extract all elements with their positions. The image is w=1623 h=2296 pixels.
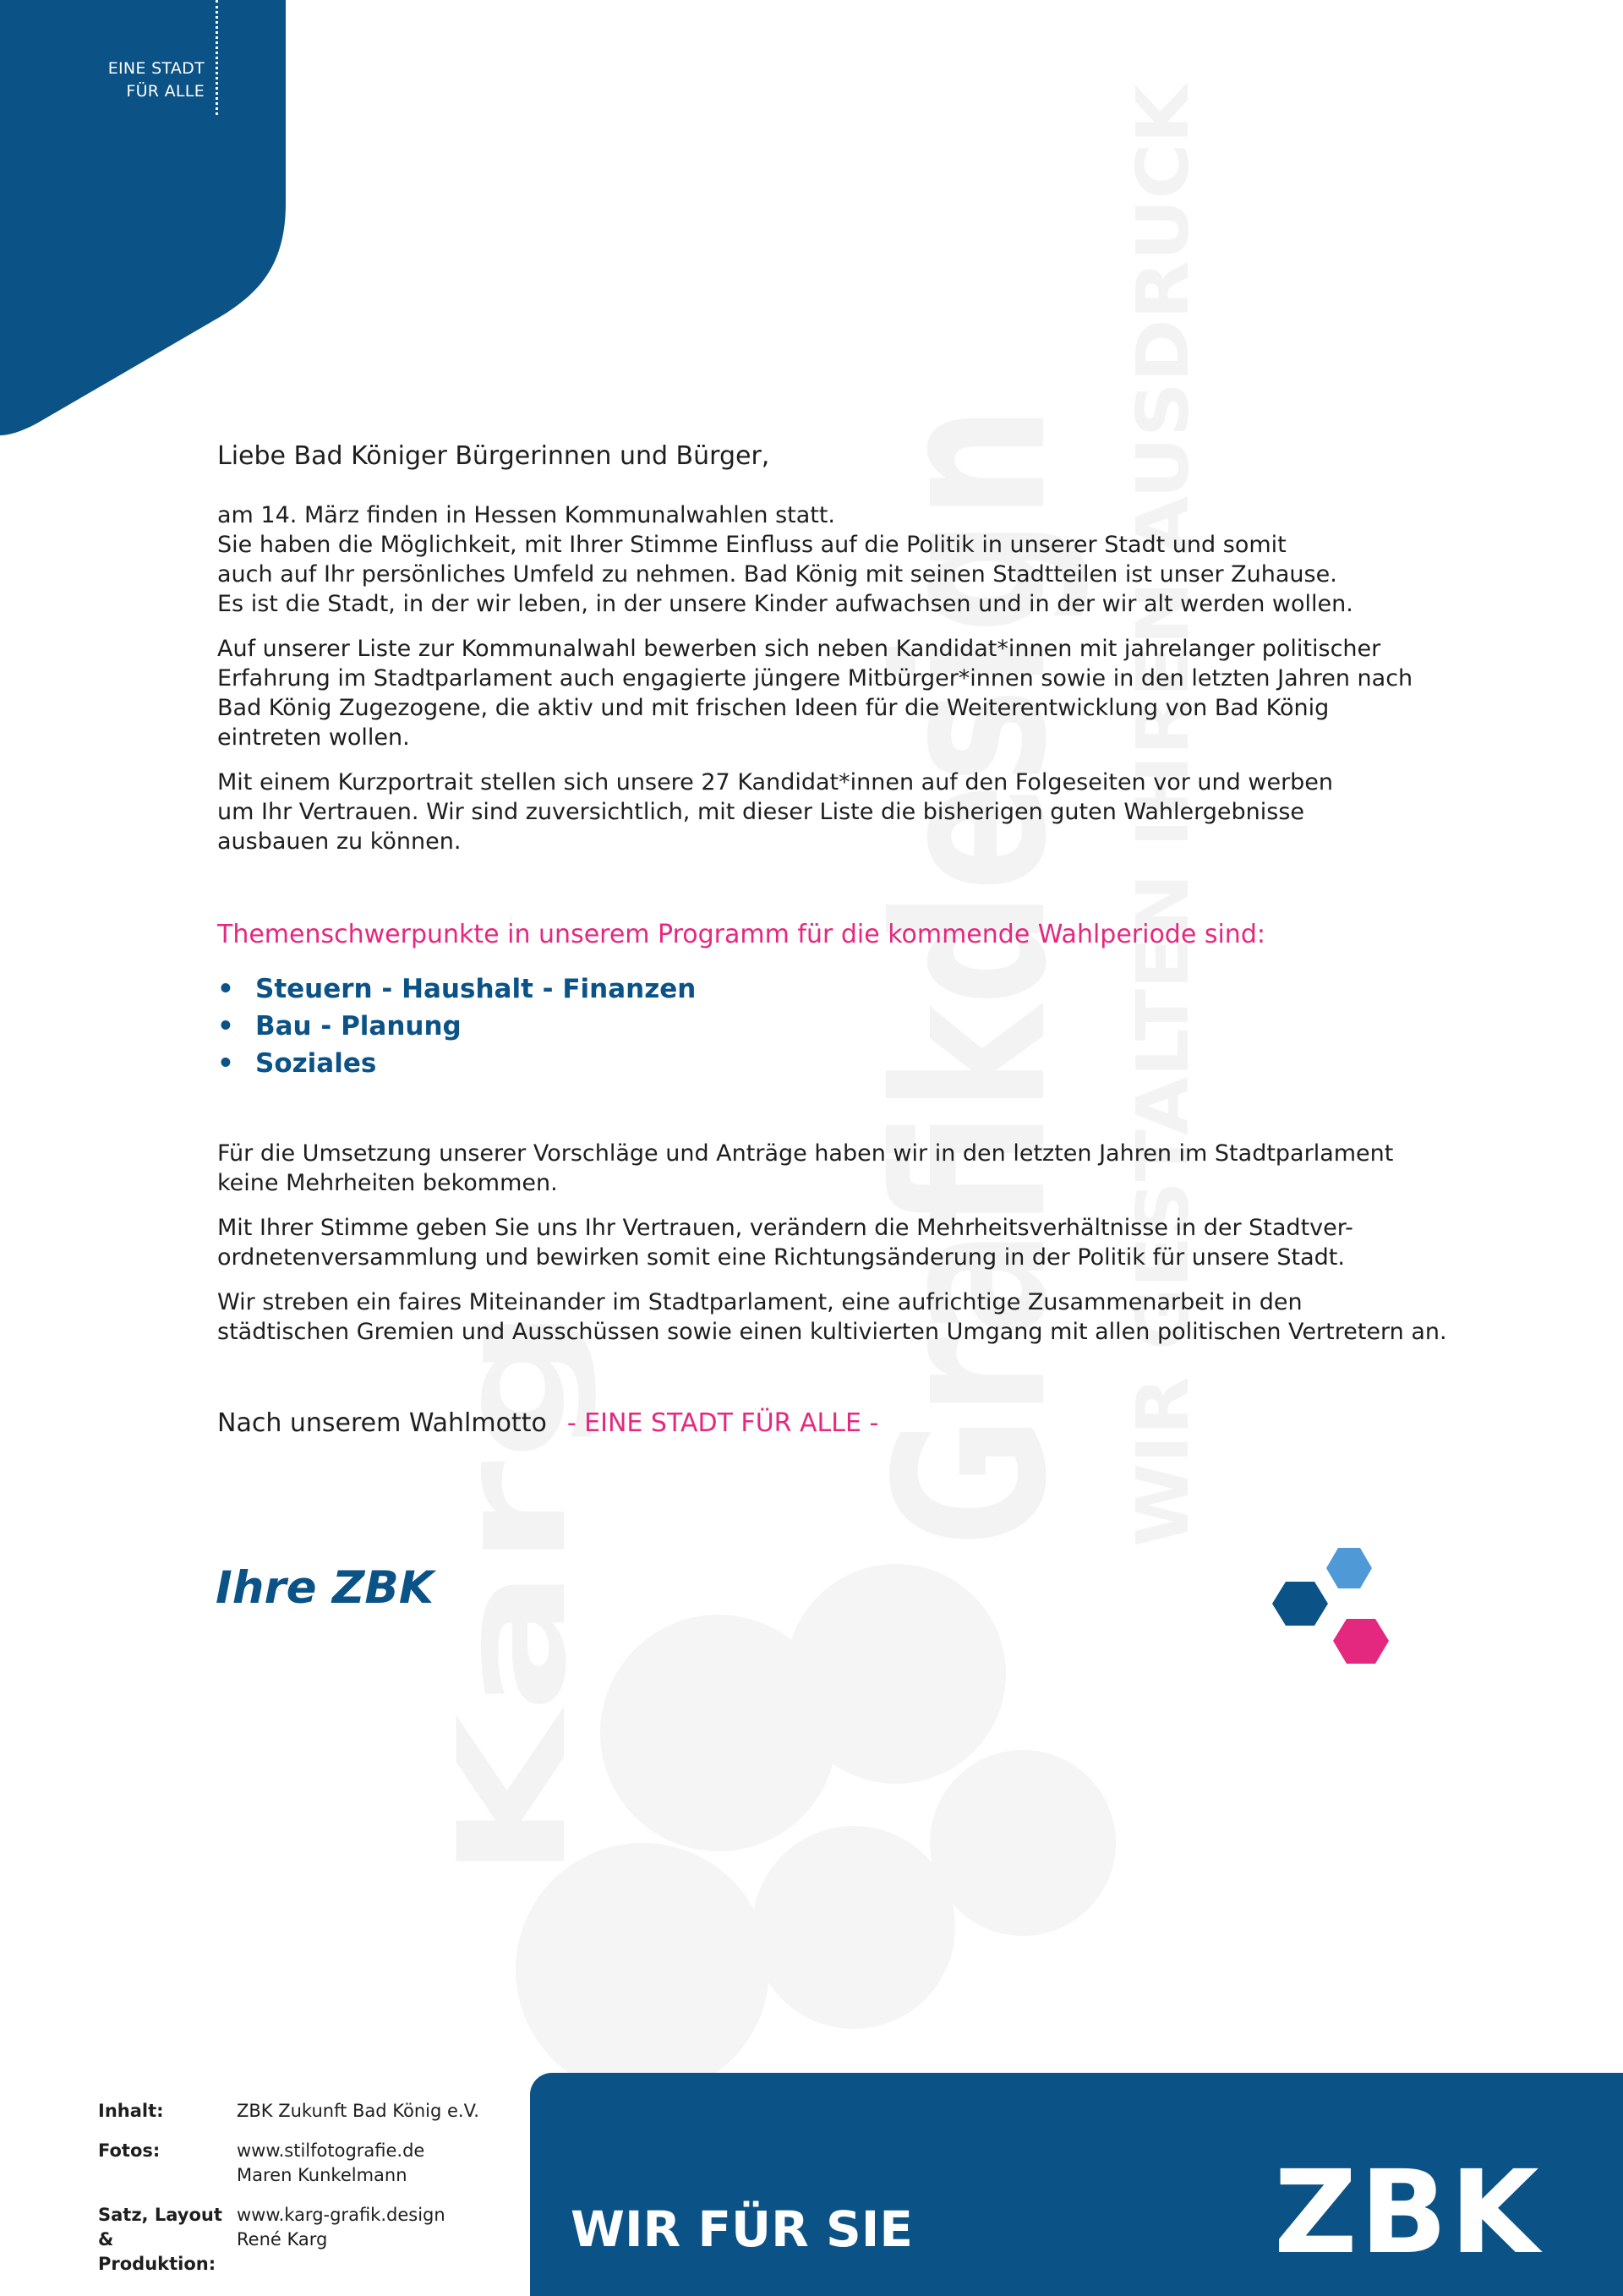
closing-paragraph-3	[217, 1287, 1447, 1347]
hexagon-dark-blue	[1272, 1582, 1328, 1626]
topic-item	[217, 1008, 696, 1045]
paragraph-line: Es ist die Stadt, in der wir leben, in der unsere Kinder aufwachsen und in der wir alt werden wollen.	[217, 591, 1353, 617]
closing-paragraph-1	[217, 1139, 1434, 1198]
header-tagline-line2: FÜR ALLE	[126, 82, 205, 101]
credits	[98, 2099, 479, 2292]
paragraph-line: auch auf Ihr persönliches Umfeld zu nehmen. Bad König mit seinen Stadtteilen ist unser Zuhause.	[217, 561, 1337, 588]
letter-closing	[217, 1139, 1447, 1362]
topic-label: Bau - Planung	[255, 1011, 462, 1041]
paragraph-line: Sie haben die Möglichkeit, mit Ihrer Stimme Einfluss auf die Politik in unserer Stadt und somit	[217, 532, 1287, 558]
watermark-small: Karg	[428, 1487, 599, 1881]
paragraph-line: Auf unserer Liste zur Kommunalwahl bewerben sich neben Kandidat*innen mit jahrelanger politischer	[217, 636, 1381, 662]
topics-heading: Themenschwerpunkte in unserem Programm für die kommende Wahlperiode sind:	[217, 920, 1265, 949]
paragraph-line: am 14. März finden in Hessen Kommunalwahlen statt.	[217, 502, 836, 528]
footer-slogan: WIR FÜR SIE	[571, 2200, 913, 2258]
paragraph-line: Für die Umsetzung unserer Vorschläge und Anträge haben wir in den letzten Jahren im Stadtparlament	[217, 1140, 1394, 1167]
watermark-large: Grafikdesign	[851, 65, 1092, 1547]
hexagon-pink	[1333, 1619, 1389, 1664]
topics-list	[217, 970, 696, 1082]
header-tagline-line1: EINE STADT	[107, 59, 205, 78]
paragraph-line: keine Mehrheiten bekommen.	[217, 1170, 558, 1196]
hexagon-cluster-icon	[1272, 1542, 1407, 1673]
paragraph-line: Mit einem Kurzportrait stellen sich unsere 27 Kandidat*innen auf den Folgeseiten vor und werben	[217, 769, 1334, 795]
footer-band	[530, 2073, 1623, 2296]
paragraph-line: ordnetenversammlung und bewirken somit eine Richtungsänderung in der Politik für unsere Stadt.	[217, 1244, 1345, 1271]
intro-paragraph-3	[217, 768, 1434, 856]
topic-label: Soziales	[255, 1048, 377, 1079]
salutation: Liebe Bad Königer Bürgerinnen und Bürger,	[217, 441, 770, 471]
bullet-dot-icon: •	[217, 1011, 234, 1041]
credit-value: www.karg-grafik.design René Karg	[237, 2205, 445, 2250]
bullet-dot-icon: •	[217, 1048, 234, 1079]
footer-logo: ZBK	[1274, 2146, 1542, 2280]
motto-slogan: - EINE STADT FÜR ALLE -	[566, 1408, 879, 1438]
credit-value: www.stilfotografie.de Maren Kunkelmann	[237, 2140, 425, 2185]
intro-paragraph-2	[217, 634, 1434, 752]
topic-label: Steuern - Haushalt - Finanzen	[255, 974, 697, 1004]
paragraph-line: eintreten wollen.	[217, 724, 410, 751]
motto-prefix: Nach unserem Wahlmotto	[217, 1408, 547, 1438]
paragraph-line: Bad König Zugezogene, die aktiv und mit frischen Ideen für die Weiterentwicklung von Bad König	[217, 695, 1330, 721]
paragraph-line: ausbauen zu können.	[217, 828, 462, 855]
paragraph-line: Erfahrung im Stadtparlament auch engagierte jüngere Mitbürger*innen sowie in den letzten Jahren nach	[217, 665, 1413, 692]
letter-intro	[217, 440, 1434, 872]
credit-label: Fotos:	[98, 2140, 161, 2161]
credit-row	[98, 2203, 479, 2277]
paragraph-line: Wir streben ein faires Miteinander im Stadtparlament, eine aufrichtige Zusammenarbeit in den	[217, 1289, 1303, 1315]
credit-row	[98, 2099, 479, 2124]
signature: Ihre ZBK	[216, 1562, 434, 1614]
topic-item	[217, 1045, 696, 1082]
topic-item	[217, 970, 696, 1008]
closing-paragraph-2	[217, 1213, 1434, 1272]
paragraph-line: Mit Ihrer Stimme geben Sie uns Ihr Vertrauen, verändern die Mehrheitsverhältnisse in der Stadtver-	[217, 1215, 1353, 1241]
credit-label: Inhalt:	[98, 2101, 164, 2121]
credit-value: ZBK Zukunft Bad König e.V.	[237, 2101, 479, 2121]
intro-paragraph-1	[217, 500, 1434, 619]
paragraph-line: städtischen Gremien und Ausschüssen sowie einen kultivierten Umgang mit allen politischen Vertretern an.	[217, 1319, 1447, 1345]
bullet-dot-icon: •	[217, 974, 234, 1004]
watermark-side: WIR GESTALTEN IHREN AUSDRUCK	[1122, 162, 1205, 1547]
credit-row	[98, 2139, 479, 2188]
credit-label: Satz, Layout & Produktion:	[98, 2205, 222, 2274]
paragraph-line: um Ihr Vertrauen. Wir sind zuversichtlich, mit dieser Liste die bisherigen guten Wahlergebnisse	[217, 799, 1305, 825]
hexagon-light-blue	[1326, 1548, 1372, 1588]
motto-line	[217, 1407, 878, 1440]
